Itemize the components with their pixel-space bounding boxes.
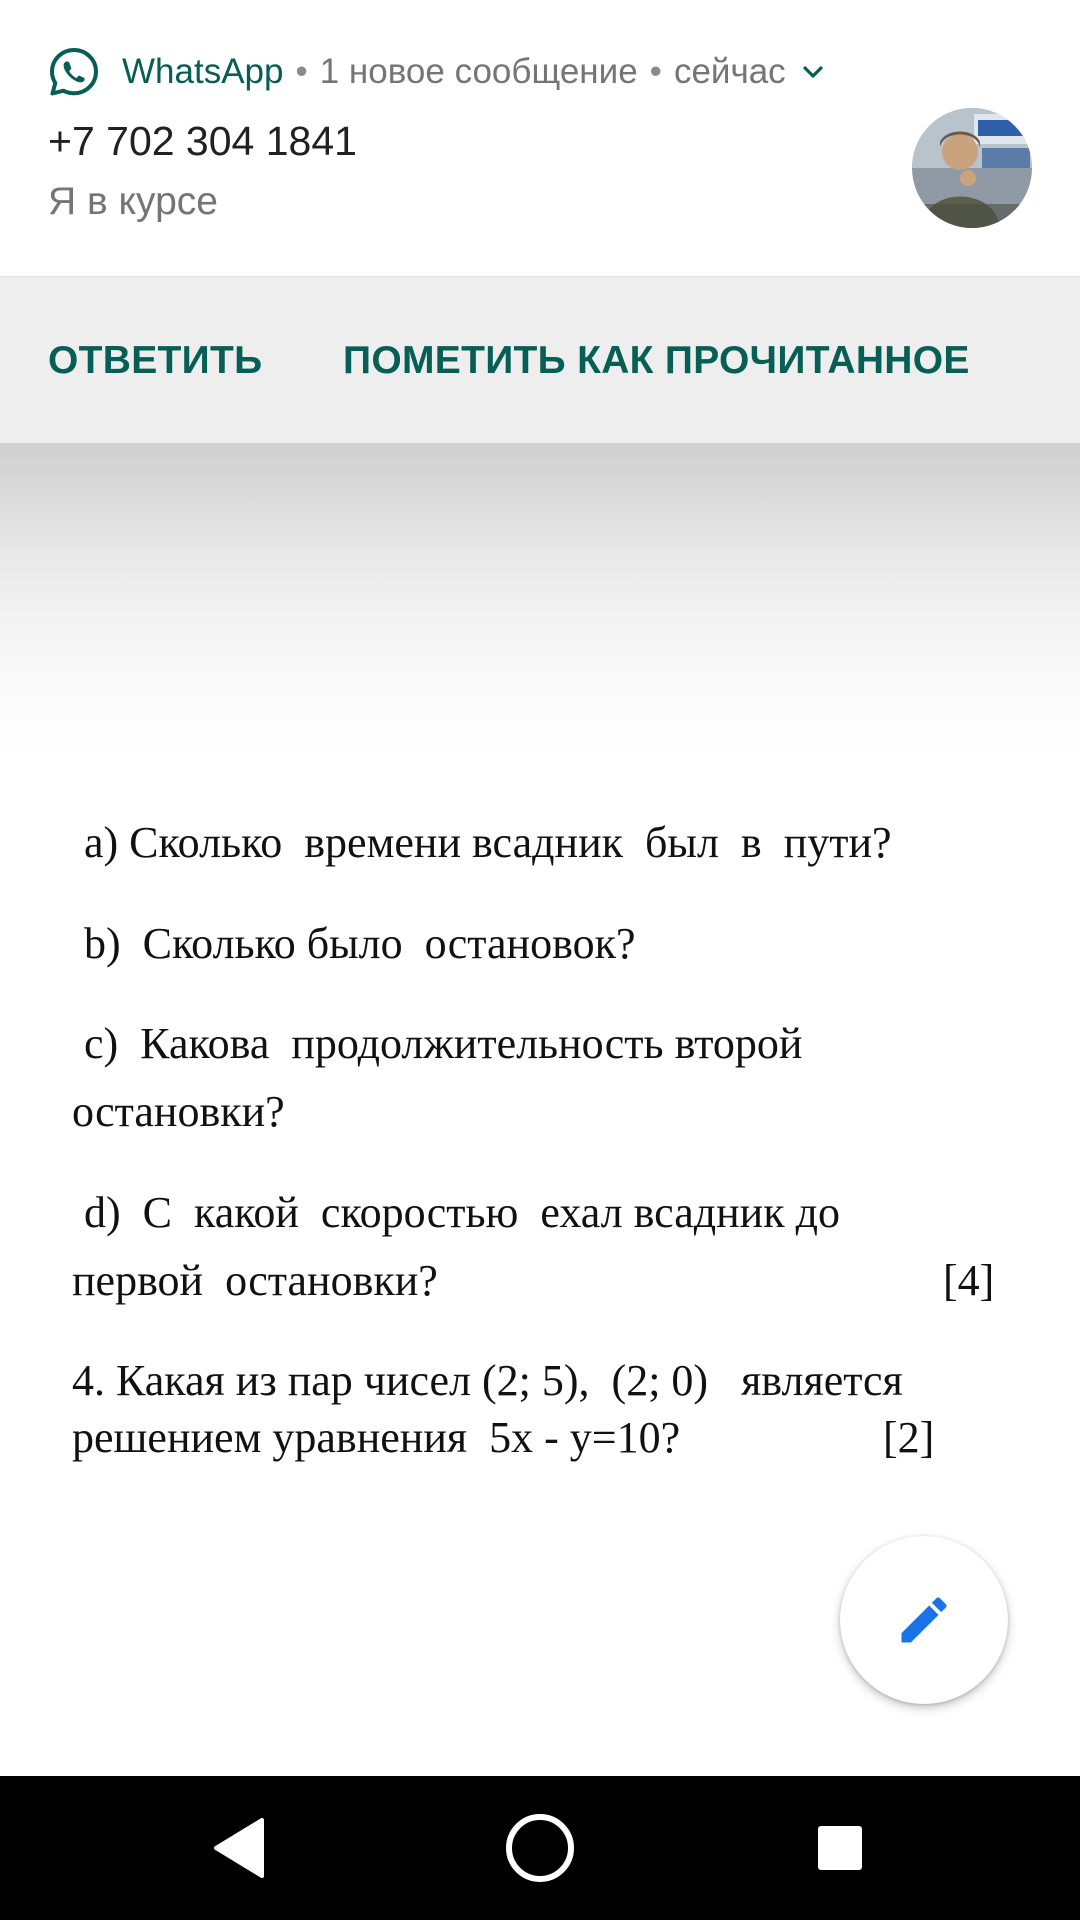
app-name: WhatsApp xyxy=(122,52,284,91)
notification-header xyxy=(48,44,826,100)
sender-number: +7 702 304 1841 xyxy=(48,118,357,164)
notification-shadow xyxy=(0,443,1080,753)
home-button[interactable] xyxy=(468,1776,612,1920)
question-d-score: [4] xyxy=(943,1256,995,1305)
reply-button[interactable]: ОТВЕТИТЬ xyxy=(48,339,263,382)
edit-fab-button[interactable] xyxy=(840,1536,1008,1704)
question-a: a) Сколько времени всадник был в пути? xyxy=(84,818,892,867)
system-navigation-bar xyxy=(0,1776,1080,1920)
question-c-line2: остановки? xyxy=(72,1087,285,1136)
question-4-score: [2] xyxy=(883,1413,935,1462)
mark-as-read-button[interactable]: ПОМЕТИТЬ КАК ПРОЧИТАННОЕ xyxy=(343,339,970,382)
separator-dot: • xyxy=(295,52,308,91)
whatsapp-icon xyxy=(48,46,100,98)
home-circle-icon xyxy=(504,1812,576,1884)
question-d-line1: d) С какой скоростью ехал всадник до xyxy=(84,1188,840,1237)
back-button[interactable] xyxy=(168,1776,312,1920)
separator-dot: • xyxy=(649,52,662,91)
question-4-line1: 4. Какая из пар чисел (2; 5), (2; 0) является xyxy=(72,1356,903,1405)
question-b: b) Сколько было остановок? xyxy=(84,919,636,968)
recents-button[interactable] xyxy=(768,1776,912,1920)
chevron-down-icon[interactable] xyxy=(800,59,826,85)
back-triangle-icon xyxy=(210,1816,270,1880)
question-c-line1: c) Какова продолжительность второй xyxy=(84,1019,803,1068)
notification-summary: 1 новое сообщение xyxy=(319,52,638,91)
notification-actions xyxy=(0,276,1080,443)
pencil-icon xyxy=(894,1590,954,1650)
recents-square-icon xyxy=(816,1824,864,1872)
question-d-line2: первой остановки? xyxy=(72,1256,438,1305)
message-preview: Я в курсе xyxy=(48,180,218,223)
whatsapp-notification[interactable] xyxy=(0,0,1080,443)
question-4-line2: решением уравнения 5x - y=10? xyxy=(72,1413,681,1462)
avatar xyxy=(912,108,1032,228)
notification-time: сейчас xyxy=(673,52,786,91)
